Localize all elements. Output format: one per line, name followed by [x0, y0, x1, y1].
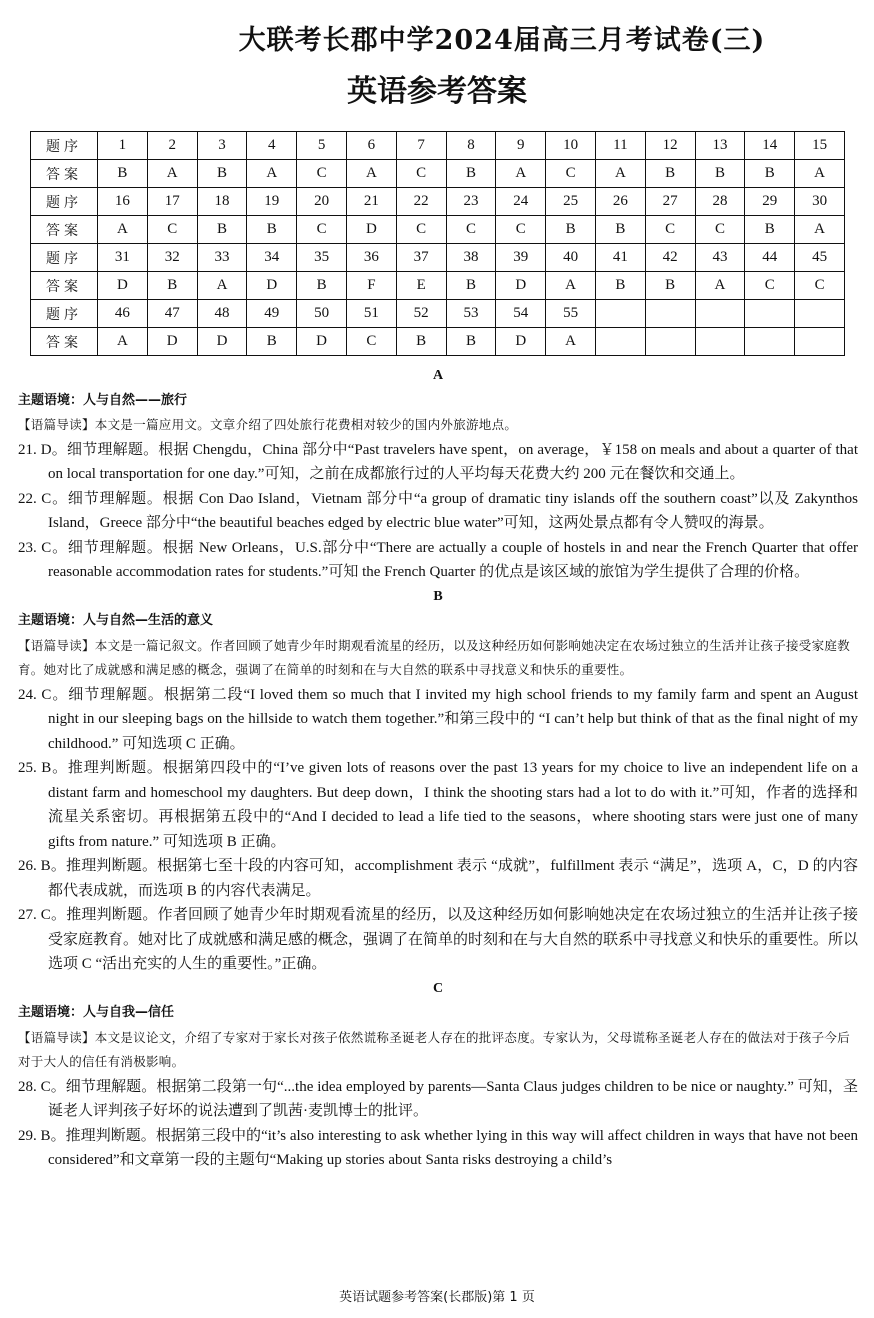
- table-cell: C: [396, 160, 446, 188]
- table-cell: C: [147, 216, 197, 244]
- table-cell: 11: [595, 132, 645, 160]
- table-cell: 19: [247, 188, 297, 216]
- table-cell: A: [795, 160, 845, 188]
- table-cell: B: [745, 160, 795, 188]
- table-cell: 54: [496, 300, 546, 328]
- table-cell: D: [147, 328, 197, 356]
- table-cell: 40: [546, 244, 596, 272]
- table-cell: 3: [197, 132, 247, 160]
- table-cell: B: [396, 328, 446, 356]
- section-c-heading: C: [432, 980, 444, 996]
- table-cell: 36: [346, 244, 396, 272]
- table-cell: B: [446, 272, 496, 300]
- table-row: [31, 328, 845, 356]
- table-cell: 50: [297, 300, 347, 328]
- table-cell: 37: [396, 244, 446, 272]
- table-cell: 5: [297, 132, 347, 160]
- table-cell: D: [98, 272, 148, 300]
- answer-explanation: 22. C。细节理解题。根据 Con Dao Island，Vietnam 部分中“a group of dramatic tiny islands off the southern coast”以及 Zakynthos Island，Greece 部分中“the beautiful beaches edged by electric blue water”可知，这两处景点都有令人赞叹的海景。: [18, 490, 858, 531]
- table-cell: [745, 328, 795, 356]
- answer-explanation: 25. B。推理判断题。根据第四段中的“I’ve given lots of reasons over the past 13 years for my choice to live an independent life on a distant farm and homeschool my daughters. But deep down，I think the shooting stars had a lot to do with it.”可知，作者的选择和流星关系密切。再根据第五段中的“And I decided to lead a life tied to the seasons，where shooting stars were just one of many gifts from nature.” 可知选项 B 正确。: [18, 760, 858, 850]
- table-cell: A: [346, 160, 396, 188]
- answer-explanation: 26. B。推理判断题。根据第七至十段的内容可知，accomplishment 表示 “成就”，fulfillment 表示 “满足”，选项 A，C，D 的内容都代表成就，而选项 B 的内容代表满足。: [18, 858, 858, 899]
- table-cell: D: [197, 328, 247, 356]
- table-cell: A: [197, 272, 247, 300]
- table-cell: 9: [496, 132, 546, 160]
- explanations: [18, 364, 858, 1173]
- table-cell: A: [98, 328, 148, 356]
- answer-explanation: 21. D。细节理解题。根据 Chengdu，China 部分中“Past travelers have spent，on average，￥158 on meals and about a quarter of that on local transportation for one day.”可知，之前在成都旅行过的人平均每天花费大约 200 元在餐饮和交通上。: [18, 441, 858, 482]
- table-cell: 43: [695, 244, 745, 272]
- table-cell: B: [247, 216, 297, 244]
- table-cell: 38: [446, 244, 496, 272]
- table-cell: B: [546, 216, 596, 244]
- table-row: [31, 160, 845, 188]
- table-cell: 41: [595, 244, 645, 272]
- table-cell: C: [446, 216, 496, 244]
- table-cell: 55: [546, 300, 596, 328]
- table-cell: A: [496, 160, 546, 188]
- table-cell: 7: [396, 132, 446, 160]
- table-cell: 21: [346, 188, 396, 216]
- table-cell: 39: [496, 244, 546, 272]
- table-cell: 12: [645, 132, 695, 160]
- table-cell: 42: [645, 244, 695, 272]
- table-cell: 13: [695, 132, 745, 160]
- table-cell: B: [197, 160, 247, 188]
- table-cell: B: [197, 216, 247, 244]
- table-row: [31, 300, 845, 328]
- page-title: 大联考长郡中学2024届高三月考试卷(三): [238, 25, 766, 56]
- table-cell: 10: [546, 132, 596, 160]
- table-cell: [645, 300, 695, 328]
- table-cell: C: [695, 216, 745, 244]
- answer-explanation: 28. C。细节理解题。根据第二段第一句“...the idea employed by parents—Santa Claus judges children to be nice or naughty.” 可知，圣诞老人评判孩子好坏的说法遭到了凯茜·麦凯博士的批评。: [18, 1078, 858, 1119]
- table-cell: 22: [396, 188, 446, 216]
- table-cell: A: [247, 160, 297, 188]
- table-cell: 26: [595, 188, 645, 216]
- section-c-context: 主题语境：人与自我—信任: [18, 1005, 175, 1020]
- row-label: 题序: [31, 244, 98, 272]
- table-row: [31, 132, 845, 160]
- answer-explanation: 24. C。细节理解题。根据第二段“I loved them so much that I invited my high school friends to my family farm and spent an August night in our sleeping bags on the hillside to watch them together.”和第三段中的 “I can’t help but think of that as the final night of my childhood.” 可知选项 C 正确。: [18, 686, 858, 752]
- answer-explanation: 29. B。推理判断题。根据第三段中的“it’s also interesting to ask whether lying in this way will affect children in ways that have not been considered”和文章第一段的主题句“Making up stories about Santa risks destroying a child’s: [18, 1127, 858, 1168]
- table-cell: C: [297, 216, 347, 244]
- section-c-guide: 【语篇导读】本文是议论文，介绍了专家对于家长对孩子依然谎称圣诞老人存在的批评态度。专家认为，父母谎称圣诞老人存在的做法对于孩子今后对于大人的信任有消极影响。: [18, 1029, 851, 1069]
- table-cell: [595, 328, 645, 356]
- table-cell: A: [98, 216, 148, 244]
- table-cell: A: [546, 328, 596, 356]
- row-label: 答案: [31, 216, 98, 244]
- table-cell: 48: [197, 300, 247, 328]
- table-cell: E: [396, 272, 446, 300]
- table-cell: B: [695, 160, 745, 188]
- table-cell: [795, 328, 845, 356]
- table-cell: D: [496, 328, 546, 356]
- table-cell: B: [645, 160, 695, 188]
- table-cell: 47: [147, 300, 197, 328]
- table-cell: 4: [247, 132, 297, 160]
- table-cell: B: [446, 160, 496, 188]
- table-cell: B: [595, 272, 645, 300]
- table-cell: 53: [446, 300, 496, 328]
- table-cell: B: [595, 216, 645, 244]
- page-footer: 英语试题参考答案(长郡版)第 1 页: [339, 1290, 535, 1305]
- row-label: 答案: [31, 160, 98, 188]
- table-cell: A: [147, 160, 197, 188]
- table-cell: 49: [247, 300, 297, 328]
- section-b-guide: 【语篇导读】本文是一篇记叙文。作者回顾了她青少年时期观看流星的经历，以及这种经历如何影响她决定在农场过独立的生活并让孩子接受家庭教育。她对比了成就感和满足感的概念，强调了在简单的时刻和在与大自然的联系中寻找意义和快乐的重要性。: [18, 637, 851, 677]
- table-cell: C: [396, 216, 446, 244]
- table-cell: 25: [546, 188, 596, 216]
- table-cell: C: [297, 160, 347, 188]
- table-cell: [645, 328, 695, 356]
- table-cell: 23: [446, 188, 496, 216]
- table-cell: C: [546, 160, 596, 188]
- table-cell: C: [346, 328, 396, 356]
- table-cell: D: [346, 216, 396, 244]
- table-cell: 1: [98, 132, 148, 160]
- table-cell: 6: [346, 132, 396, 160]
- table-row: [31, 272, 845, 300]
- table-cell: C: [645, 216, 695, 244]
- table-cell: 31: [98, 244, 148, 272]
- table-row: [31, 244, 845, 272]
- table-row: [31, 188, 845, 216]
- table-cell: 20: [297, 188, 347, 216]
- row-label: 题序: [31, 188, 98, 216]
- section-a-guide: 【语篇导读】本文是一篇应用文。文章介绍了四处旅行花费相对较少的国内外旅游地点。: [18, 417, 518, 432]
- table-cell: 17: [147, 188, 197, 216]
- table-cell: 2: [147, 132, 197, 160]
- table-cell: 30: [795, 188, 845, 216]
- row-label: 题序: [31, 300, 98, 328]
- table-cell: 33: [197, 244, 247, 272]
- table-cell: 15: [795, 132, 845, 160]
- row-label: 答案: [31, 272, 98, 300]
- table-cell: 8: [446, 132, 496, 160]
- table-cell: B: [147, 272, 197, 300]
- answer-explanation: 23. C。细节理解题。根据 New Orleans，U.S.部分中“There are actually a couple of hostels in and near the French Quarter that offer reasonable accommodation rates for students.”可知 the French Quarter 的优点是该区域的旅馆为学生提供了合理的价格。: [18, 539, 858, 580]
- table-cell: 45: [795, 244, 845, 272]
- table-cell: 29: [745, 188, 795, 216]
- table-cell: A: [595, 160, 645, 188]
- table-cell: [695, 300, 745, 328]
- table-row: [31, 216, 845, 244]
- answer-table: [30, 131, 845, 356]
- answer-explanation: 27. C。推理判断题。作者回顾了她青少年时期观看流星的经历，以及这种经历如何影响她决定在农场过独立的生活并让孩子接受家庭教育。她对比了成就感和满足感的概念，强调了在简单的时刻和在与大自然的联系中寻找意义和快乐的重要性。所以选项 C “活出充实的人生的重要性。”正确。: [18, 907, 859, 972]
- section-b-context: 主题语境：人与自然—生活的意义: [18, 613, 214, 628]
- table-cell: [595, 300, 645, 328]
- table-cell: 28: [695, 188, 745, 216]
- table-cell: 44: [745, 244, 795, 272]
- section-a-context: 主题语境：人与自然——旅行: [18, 392, 188, 408]
- table-cell: C: [745, 272, 795, 300]
- table-cell: D: [247, 272, 297, 300]
- table-cell: C: [795, 272, 845, 300]
- row-label: 题序: [31, 132, 98, 160]
- table-cell: 27: [645, 188, 695, 216]
- table-cell: 52: [396, 300, 446, 328]
- table-cell: C: [496, 216, 546, 244]
- section-b-heading: B: [433, 588, 443, 604]
- row-label: 答案: [31, 328, 98, 356]
- table-cell: F: [346, 272, 396, 300]
- table-cell: [745, 300, 795, 328]
- table-cell: [695, 328, 745, 356]
- table-cell: B: [645, 272, 695, 300]
- table-cell: B: [247, 328, 297, 356]
- table-cell: A: [695, 272, 745, 300]
- table-cell: 24: [496, 188, 546, 216]
- table-cell: 35: [297, 244, 347, 272]
- table-cell: 46: [98, 300, 148, 328]
- table-cell: 14: [745, 132, 795, 160]
- table-cell: B: [297, 272, 347, 300]
- table-cell: 32: [147, 244, 197, 272]
- table-cell: B: [446, 328, 496, 356]
- table-cell: B: [745, 216, 795, 244]
- section-a-heading: A: [432, 368, 444, 383]
- table-cell: 18: [197, 188, 247, 216]
- table-cell: B: [98, 160, 148, 188]
- table-cell: 34: [247, 244, 297, 272]
- table-cell: 51: [346, 300, 396, 328]
- table-cell: A: [546, 272, 596, 300]
- table-cell: D: [297, 328, 347, 356]
- table-cell: [795, 300, 845, 328]
- page-subtitle: 英语参考答案: [347, 74, 527, 109]
- table-cell: D: [496, 272, 546, 300]
- table-cell: A: [795, 216, 845, 244]
- table-cell: 16: [98, 188, 148, 216]
